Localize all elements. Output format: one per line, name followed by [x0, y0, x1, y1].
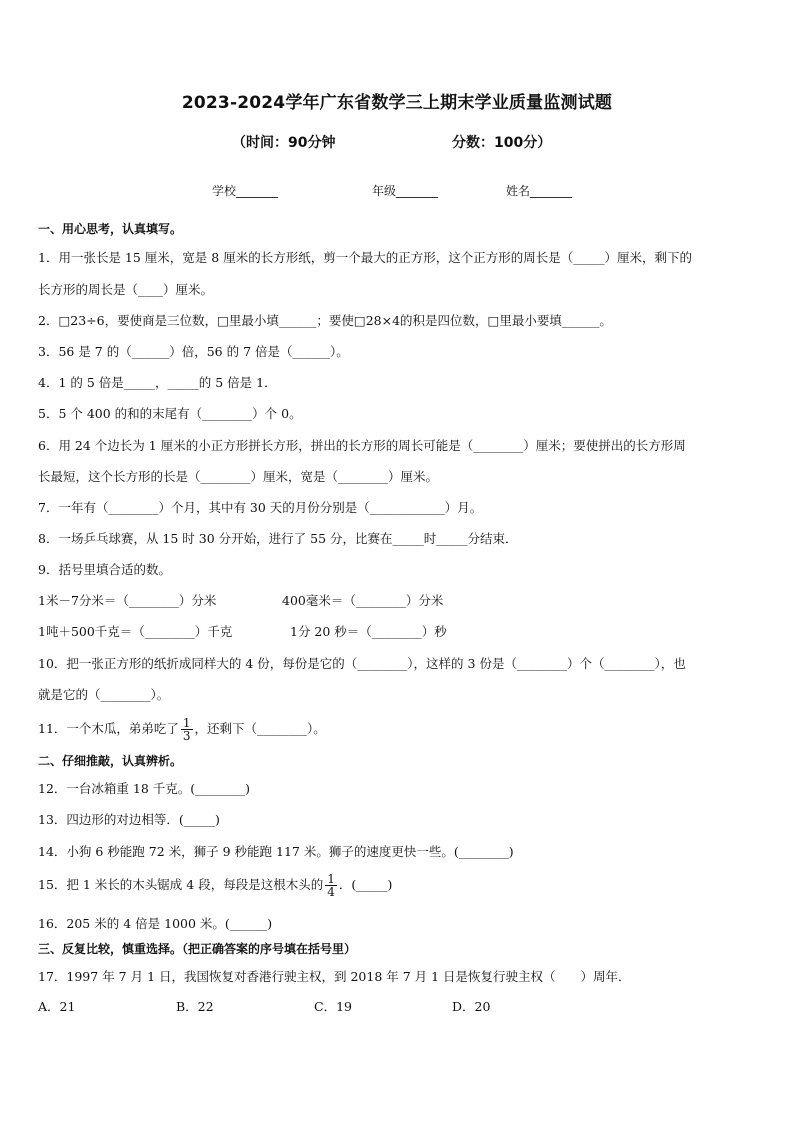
fraction-one-third: [181, 717, 193, 742]
question-15-tail: ．(_____): [338, 877, 393, 892]
question-16: 16．205 米的 4 倍是 1000 米。(______): [38, 916, 273, 931]
total-score: 分数：100分）: [452, 135, 552, 151]
question-3: 3．56 是 7 的（______）倍，56 的 7 倍是（______）。: [38, 344, 349, 359]
time-limit: （时间：90分钟: [232, 135, 336, 151]
option-a[interactable]: A．21: [38, 999, 76, 1014]
section-heading-3: 三、反复比较，慎重选择。（把正确答案的序号填在括号里）: [38, 942, 357, 956]
question-9-item-1: 1米－7分米＝（________）分米: [38, 593, 217, 608]
student-info: [0, 182, 794, 200]
question-9-item-3: 1吨＋500千克＝（________）千克: [38, 624, 233, 639]
question-1-line-2: 长方形的周长是（____）厘米。: [38, 282, 214, 297]
question-7: 7．一年有（________）个月，其中有 30 天的月份分别是（____________）月。: [38, 500, 483, 515]
fraction-denominator: 4: [327, 885, 335, 899]
question-4: 4．1 的 5 倍是_____，_____的 5 倍是 1．: [38, 375, 277, 390]
page-title: 2023-2024学年广东省数学三上期末学业质量监测试题: [181, 93, 613, 113]
option-c[interactable]: C．19: [314, 999, 352, 1014]
question-12: 12．一台冰箱重 18 千克。(________): [38, 781, 251, 796]
question-10-line-1: 10．把一张正方形的纸折成同样大的 4 份，每份是它的（________），这样的 3 份是（________）个（________），也: [38, 656, 686, 671]
question-15: [38, 871, 392, 899]
question-17: 17．1997 年 7 月 1 日，我国恢复对香港行驶主权，到 2018 年 7 月 1 日是恢复行驶主权（ ）周年．: [38, 969, 631, 984]
question-5: 5．5 个 400 的和的末尾有（________）个 0。: [38, 406, 302, 421]
question-13: 13．四边形的对边相等．(_____): [38, 812, 220, 827]
question-14: 14．小狗 6 秒能跑 72 米，狮子 9 秒能跑 117 米。狮子的速度更快一些。(________): [38, 844, 514, 859]
fraction-one-quarter: [325, 873, 337, 898]
question-8: 8．一场乒乓球赛，从 15 时 30 分开始，进行了 55 分，比赛在_____时_____分结束．: [38, 531, 518, 546]
question-10-line-2: 就是它的（________）。: [38, 687, 170, 702]
question-9: 9．括号里填合适的数。: [38, 562, 171, 577]
question-1-line-1: 1．用一张长是 15 厘米，宽是 8 厘米的长方形纸，剪一个最大的正方形，这个正方形的周长是（_____）厘米，剩下的: [38, 250, 692, 265]
question-2: 2．□23÷6，要使商是三位数，□里最小填______；要使□28×4的积是四位数，□里最小要填______。: [38, 313, 612, 328]
question-9-item-4: 1分 20 秒＝（________）秒: [290, 624, 447, 639]
name-field[interactable]: 姓名_______: [506, 184, 573, 198]
section-heading-1: 一、用心思考，认真填写。: [38, 222, 183, 236]
option-d[interactable]: D．20: [452, 999, 491, 1014]
fraction-numerator: 1: [182, 716, 191, 730]
question-6-line-2: 长最短，这个长方形的长是（________）厘米，宽是（________）厘米。: [38, 469, 439, 484]
section-heading-2: 二、仔细推敲，认真辨析。: [38, 754, 183, 768]
question-11-text: 11．一个木瓜，弟弟吃了: [38, 721, 179, 736]
fraction-denominator: 3: [182, 729, 191, 743]
fraction-numerator: 1: [327, 872, 335, 886]
question-11-tail: ，还剩下（________）。: [194, 721, 326, 736]
question-11: [38, 715, 326, 743]
exam-meta: [0, 132, 794, 152]
school-field[interactable]: 学校_______: [212, 184, 279, 198]
grade-field[interactable]: 年级_______: [372, 184, 439, 198]
question-15-text: 15．把 1 米长的木头锯成 4 段，每段是这根木头的: [38, 877, 324, 892]
option-b[interactable]: B．22: [176, 999, 214, 1014]
question-6-line-1: 6．用 24 个边长为 1 厘米的小正方形拼长方形，拼出的长方形的周长可能是（________）厘米；要使拼出的长方形周: [38, 438, 686, 453]
question-9-item-2: 400毫米＝（________）分米: [282, 593, 444, 608]
